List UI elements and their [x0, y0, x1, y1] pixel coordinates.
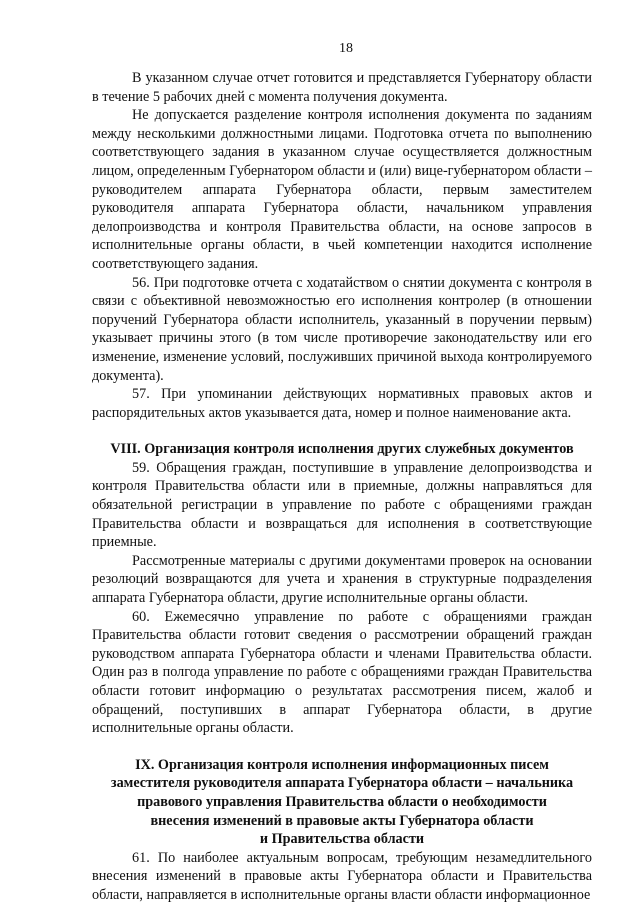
spacer [92, 422, 592, 440]
paragraph: Рассмотренные материалы с другими документами проверок на основании резолюций возвращаются для учета и хранения в структурные подразделения аппарата Губернатора области, другие исполнительные органы области. [92, 552, 592, 607]
paragraph: 57. При упоминании действующих нормативных правовых актов и распорядительных актов указывается дата, номер и полное наименование акта. [92, 386, 592, 421]
heading-line: и Правительства области [259, 831, 425, 848]
paragraph: Не допускается разделение контроля исполнения документа по заданиям между несколькими должностными лицами. Подготовка отчета по выполнению соответствующего задания в указанном случае осуществляется должностным лицом, определенным Губернатором области и (или) вице-губернатором области – руководителем аппарата Губернатора области, первым заместителем руководителя аппарата Губернатора области, начальником управления делопроизводства и контроля Правительства области, на основе запросов в исполнительные органы области, в чьей компетенции находится исполнение соответствующего задания. [92, 107, 592, 272]
section-heading-viii: VIII. Организация контроля исполнения других служебных документов [110, 441, 574, 458]
heading-line: правового управления Правительства области о необходимости [137, 793, 547, 810]
paragraph: 59. Обращения граждан, поступившие в управление делопроизводства и контроля Правительства области или в приемные, должны направляться для обязательной регистрации в управление по работе с обращениями граждан Правительства области и возвращаться для исполнения в соответствующие приемные. [92, 459, 592, 551]
heading-line: заместителя руководителя аппарата Губернатора области – начальника [110, 775, 574, 792]
page-number: 18 [339, 41, 353, 56]
spacer [92, 738, 592, 756]
paragraph: 56. При подготовке отчета с ходатайством о снятии документа с контроля в связи с объективной невозможностью его исполнения контролер (в отношении поручений Губернатора области исполнитель, указанный в поручении первым) указывает причины этого (в том числе противоречие законодательству или его изменение, изменение условий, послуживших причиной выхода контролируемого документа). [92, 274, 592, 384]
paragraph: 60. Ежемесячно управление по работе с обращениями граждан Правительства области готовит сведения о рассмотрении обращений граждан руководством аппарата Губернатора области и членами Правительства области. Один раз в полгода управление по работе с обращениями граждан Правительства области готовит информацию о результатах рассмотрения писем, жалоб и обращений, поступивших в аппарат Губернатора области, в другие исполнительные органы области. [92, 608, 592, 737]
paragraph: В указанном случае отчет готовится и представляется Губернатору области в течение 5 рабочих дней с момента получения документа. [92, 70, 592, 105]
heading-line: внесения изменений в правовые акты Губернатора области [150, 812, 534, 829]
paragraph: 61. По наиболее актуальным вопросам, требующим незамедлительного внесения изменений в правовые акты Губернатора области и Правительства области, направляется в исполнительные органы власти области информационное [92, 849, 592, 903]
heading-line: IX. Организация контроля исполнения информационных писем [135, 756, 549, 773]
section-heading-ix [92, 756, 592, 849]
